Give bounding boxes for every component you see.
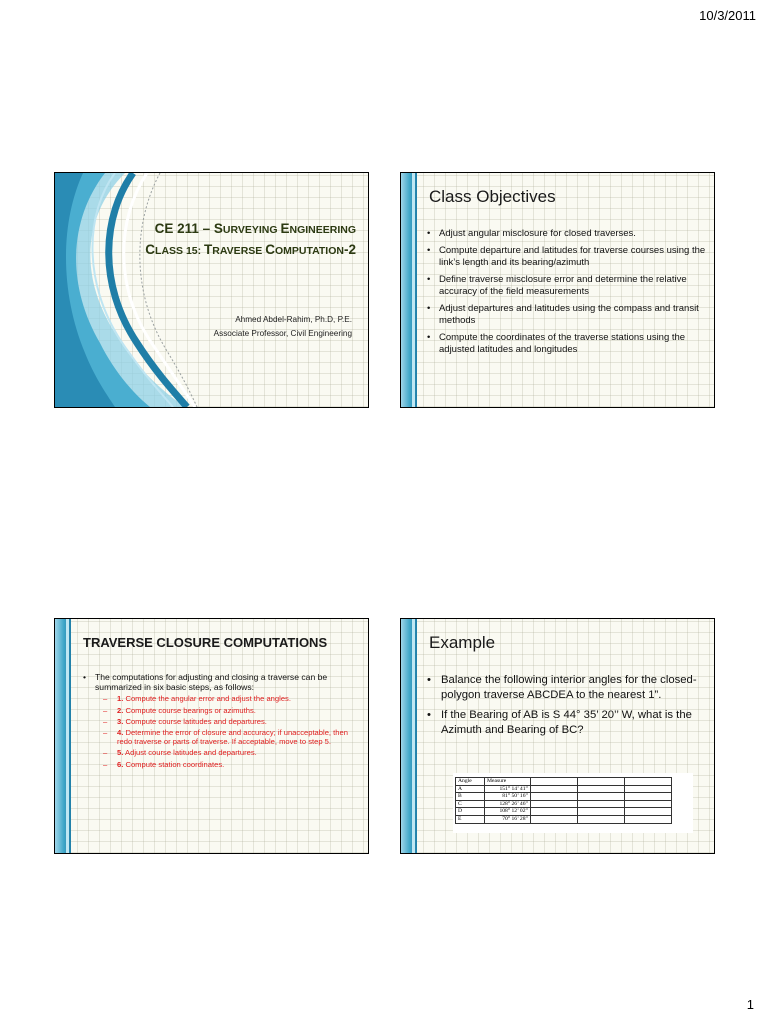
author-name: Ahmed Abdel-Rahim, Ph.D, P.E. bbox=[235, 315, 352, 324]
slide-heading: Class Objectives bbox=[429, 187, 556, 206]
list-item: • If the Bearing of AB is S 44° 35’ 20’’ W, what is the Azimuth and Bearing of BC? bbox=[427, 708, 706, 738]
wave-decoration bbox=[55, 173, 368, 407]
list-item: • Define traverse misclosure error and determine the relative accuracy of the field measurements bbox=[427, 274, 708, 299]
step-item: – 1. Compute the angular error and adjust the angles. bbox=[101, 694, 350, 703]
list-item: • Balance the following interior angles for the closed-polygon traverse ABCDEA to the nearest 1”. bbox=[427, 673, 706, 703]
list-item: • Compute departure and latitudes for traverse courses using the link’s length and its bearing/azimuth bbox=[427, 245, 708, 270]
slide-heading: TRAVERSE CLOSURE COMPUTATIONS bbox=[83, 635, 328, 650]
slide-title bbox=[54, 172, 369, 408]
table-header-row bbox=[456, 778, 672, 786]
table-row: E 70° 16’ 28” bbox=[456, 815, 672, 823]
course-title: CE 211 – SURVEYING ENGINEERING bbox=[154, 221, 356, 236]
table-header: Measure bbox=[485, 778, 531, 786]
slide-title-text bbox=[145, 219, 356, 261]
step-item: – 5. Adjust course latitudes and departures. bbox=[101, 748, 350, 757]
slide-sidebar bbox=[401, 173, 417, 407]
slide-heading: Example bbox=[429, 633, 496, 652]
intro-text: The computations for adjusting and closing a traverse can be summarized in six basic steps, as follows: bbox=[95, 672, 328, 693]
example-list bbox=[427, 673, 706, 743]
author-block bbox=[214, 313, 352, 341]
slide-example bbox=[400, 618, 715, 854]
objectives-list bbox=[427, 228, 708, 361]
page-number: 1 bbox=[746, 997, 754, 1012]
step-item: – 6. Compute station coordinates. bbox=[101, 760, 350, 769]
list-item: • Adjust departures and latitudes using the compass and transit methods bbox=[427, 303, 708, 328]
steps-list bbox=[101, 694, 350, 768]
table-header: Angle bbox=[456, 778, 485, 786]
step-item: – 2. Compute course bearings or azimuths. bbox=[101, 706, 350, 715]
class-title: CLASS 15: TRAVERSE COMPUTATION-2 bbox=[145, 242, 356, 257]
author-title: Associate Professor, Civil Engineering bbox=[213, 329, 352, 338]
table-row: A 151° 14’ 41” bbox=[456, 785, 672, 793]
slide-sidebar bbox=[55, 619, 71, 853]
step-item: – 3. Compute course latitudes and departures. bbox=[101, 717, 350, 726]
table-row: B 81° 50’ 16” bbox=[456, 793, 672, 801]
list-item bbox=[83, 672, 350, 769]
list-item: • Adjust angular misclosure for closed traverses. bbox=[427, 228, 708, 241]
closure-list bbox=[83, 672, 350, 771]
angles-table bbox=[455, 777, 672, 824]
list-item: • Compute the coordinates of the traverse stations using the adjusted latitudes and longitudes bbox=[427, 332, 708, 357]
table-row: C 128° 26’ 46” bbox=[456, 800, 672, 808]
table-row: D 108° 12’ 02” bbox=[456, 808, 672, 816]
slide-objectives bbox=[400, 172, 715, 408]
slide-sidebar bbox=[401, 619, 417, 853]
slide-traverse-closure bbox=[54, 618, 369, 854]
print-date: 10/3/2011 bbox=[699, 8, 756, 23]
step-item: – 4. Determine the error of closure and accuracy; if unacceptable, then redo traverse or parts of traverse. If acceptable, move to step 5. bbox=[101, 728, 350, 746]
